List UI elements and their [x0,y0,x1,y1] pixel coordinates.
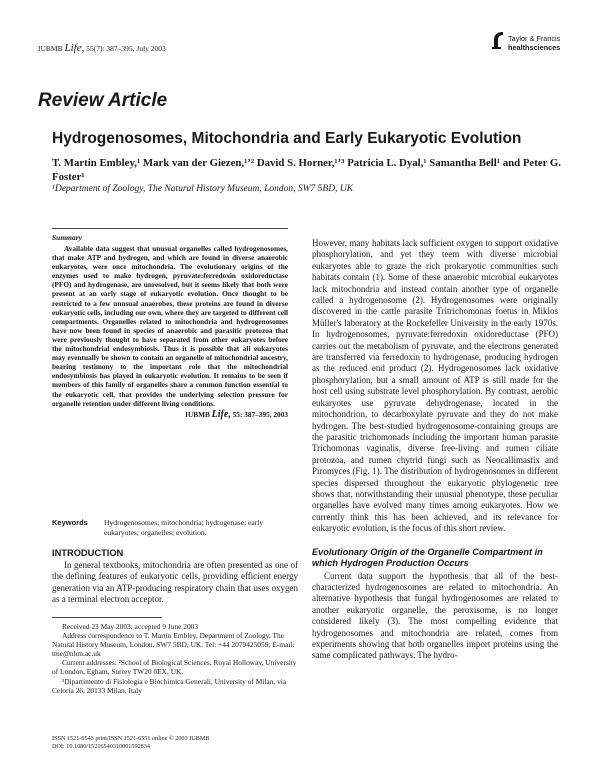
journal-citation: 55(7): 387–395, July 2003 [86,44,166,53]
introduction-heading: INTRODUCTION [52,548,124,558]
summary-heading: Summary [52,233,83,242]
author-affiliation: ¹Department of Zoology, The Natural History Museum, London, SW7 5BD, UK [52,184,354,194]
footnote-correspondence: Address correspondence to T. Martin Embley, Department of Zoology, The Natural History Museum, London, SW7 5BD, UK. Tel: +44 2079425059; E-mail: tme@nhm.ac.uk [52,631,295,659]
issn-info [52,735,298,751]
publisher-name: Taylor & Francis [508,34,561,43]
publisher-imprint: healthsciences [508,43,561,52]
keywords-label: Keywords [52,518,88,527]
journal-short-name: IUBMB [38,44,63,53]
footnote-address-3: ³Dipartimento di Fisiologia e Biochimica Generali, University of Milan, via Celoria 26, 20133 Milan, Italy [52,676,287,695]
author-list: T. Martin Embley,¹ Mark van der Giezen,¹ʼ² David S. Horner,¹ʼ³ Patricia L. Dyal,¹ Samantha Bell¹ and Peter G. Foster¹ [52,157,561,183]
doi-line: DOI: 10.1080/15216540310001592834 [52,743,150,750]
article-title: Hydrogenosomes, Mitochondria and Early Eukaryotic Evolution [52,130,522,147]
introduction-text: In general textbooks, mitochondria are often presented as one of the defining features of eukaryotic cells, providing efficient energy generation via an ATP-producing respiratory chain that uses oxygen as a terminal electron acceptor. [52,560,298,604]
footnote-received: Received 23 May 2003; accepted 9 June 2003 [62,622,199,631]
issn-line: ISSN 1521-6543 print/ISSN 1521-6551 online © 2003 IUBMB [52,735,210,742]
keywords-text: Hydrogenosomes; mitochondria; hydrogenase; early eukaryotes; organelles; evolution. [104,518,264,537]
body-paragraph-2: Current data support the hypothesis that all of the best-characterized hydrogenosomes are related to mitochondria. An alternative hypothesis that fungal hydrogenosomes are related to another eukaryotic organelle, the peroxisome, is no longer considered likely (3). The most compelling evidence that hydrogenosomes and mitochondria are related, comes from experiments showing that both organelles import proteins using the same complicated pathways. The hydro- [312,570,558,661]
footnote-rule [52,617,162,618]
publisher-emblem-icon [490,30,506,50]
right-column [312,238,558,662]
footnote-address-2: Current addresses: ²School of Biological Sciences, Royal Holloway, University of London, Egham, Surrey TW20 0EX, UK. [52,658,297,677]
journal-citation-header [38,42,166,54]
summary-cite-rest: 55: 387–395, 2003 [232,409,288,419]
summary-cite-journal: Life, [211,408,231,420]
journal-name: Life, [64,42,85,54]
body-paragraph-1: However, many habitats lack sufficient oxygen to support oxidative phosphorylation, and yet they teem with diverse microbial eukaryotes able to graze the rich prokaryotic communities such habitats contain (1). Some of these anaerobic microbial eukaryotes lack mitochondria and instead contain another type of organelle called a hydrogenosome (2). Hydrogenosomes were originally discovered in the cattle parasite Tritrichomonas foetus in Miklos Müller's laboratory at the Rockefeller University in the early 1970s. In hydrogenosomes, pyruvate:ferredoxin oxidoreductase (PFO) carries out the metabolism of pyruvate, and the electrons generated are transferred via ferredoxin to hydrogenase, producing hydrogen as the reduced end product (2). Hydrogenosomes lack oxidative phosphorylation, but a small amount of ATP is still made for the host cell using substrate level phosphorylation. By contrast, aerobic eukaryotes use pyruvate dehydrogenase, located in the mitochondrion, to decarboxylate pyruvate and they do not make hydrogen. The best-studied hydrogenosome-containing groups are the parasitic trichomonads including the important human parasite Trichomonas vaginalis, diverse free-living and rumen ciliate protozoa, and rumen chytrid fungi such as Neocallimastix and Piromyces (Fig. 1). The distribution of hydrogenosomes in different species dispersed throughout the eukaryotic phylogenetic tree shows that, notwithstanding their unusual phenotype, these peculiar organelles have evolved many times among eukaryotes. How we currently think this has been achieved, and its relevance for eukaryotic evolution, is the focus of this short review. [312,238,558,534]
summary-cite-prefix: IUBMB [185,409,210,419]
summary-box [52,228,288,420]
summary-text: Available data suggest that unusual organelles called hydrogenosomes, that make ATP and hydrogen, and which are found in diverse anaerobic eukaryotes, were once mitochondria. The evolutionary origins of the enzymes used to make hydrogen, pyruvate:ferredoxin oxidoreductase (PFO) and hydrogenase, are unresolved, but it seems likely that both were present at an early stage of eukaryotic evolution. Once thought to be restricted to a few unusual anaerobes, these proteins are found in diverse eukaryotic cells, including our own, where they are targeted to different cell compartments. Organelles related to mitochondria and hydrogenosomes have now been found in species of anaerobic and parasitic protozoa that were previously thought to have separated from other eukaryotes before the mitochondrial endosymbiosis. Thus it is possible that all eukaryotes may eventually be shown to contain an organelle of mitochondrial ancestry, bearing testimony to the important role that the mitochondrial endosymbiosis has played in eukaryotic evolution. It remains to be seen if members of this family of organelles share a common function essential to the eukaryotic cell, that provides the underlying selection pressure for organelle retention under different living conditions. [52,244,288,408]
summary-top-rule [52,228,288,229]
footnotes [52,617,298,695]
article-type-label: Review Article [38,90,168,111]
section-heading-evolutionary-origin: Evolutionary Origin of the Organelle Compartment in which Hydrogen Production Occurs [312,546,543,569]
summary-citation [52,409,288,420]
